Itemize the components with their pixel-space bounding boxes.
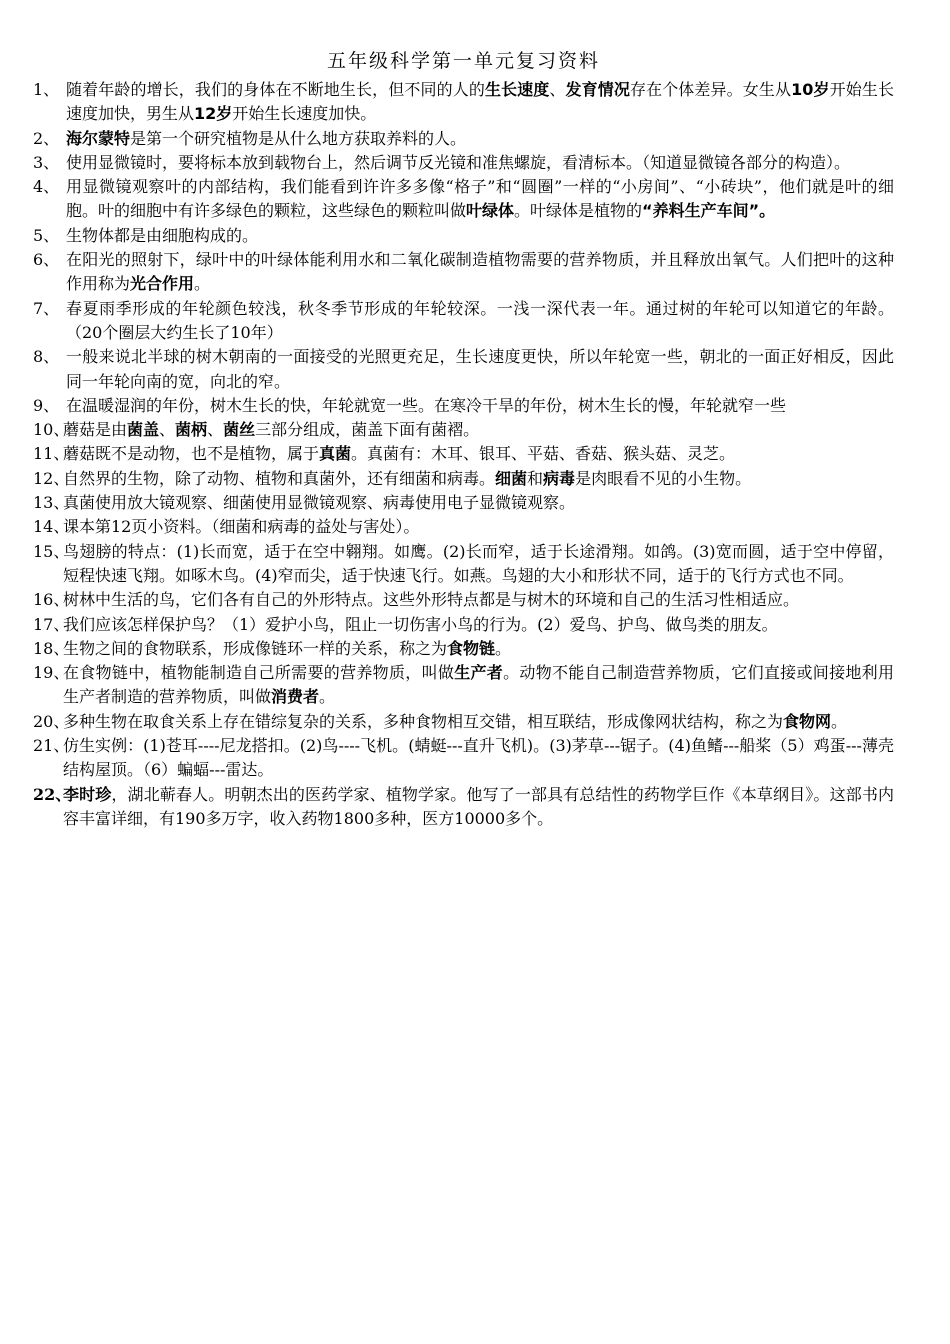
key-term: 真菌 bbox=[319, 444, 352, 464]
item-number: 2、 bbox=[33, 128, 60, 148]
key-term: 细菌 bbox=[495, 468, 528, 488]
item-number: 18、 bbox=[33, 638, 70, 658]
text-segment: 生物体都是由细胞构成的。 bbox=[66, 225, 259, 245]
item-number: 5、 bbox=[33, 225, 60, 245]
text-segment: 用显微镜观察叶的内部结构，我们能看到许许多多像“格子”和“圆圈”一样的“小房间”、“小砖块”，他们就是叶的细胞。叶的细胞中有许多绿色的颗粒，这些绿色的颗粒叫做 bbox=[66, 177, 894, 221]
key-term: 生长速度 bbox=[484, 80, 550, 99]
review-item bbox=[33, 734, 894, 783]
item-number: 14、 bbox=[33, 517, 70, 537]
review-item bbox=[33, 637, 894, 661]
review-item bbox=[33, 783, 894, 832]
item-text bbox=[63, 418, 894, 442]
item-text bbox=[66, 224, 894, 248]
item-number: 11、 bbox=[33, 444, 70, 464]
review-item bbox=[33, 224, 894, 248]
item-text bbox=[66, 297, 894, 346]
text-segment: 和 bbox=[527, 468, 544, 488]
item-number: 16、 bbox=[33, 590, 70, 610]
text-segment: 鸟翅膀的特点：(1)长而宽，适于在空中翱翔。如鹰。(2)长而窄，适于长途滑翔。如鸽。(3)宽而圆，适于空中停留，短程快速飞翔。如啄木鸟。(4)窄而尖，适于快速飞行。如燕。鸟翅的大小和形状不同，适于的飞行方式也不同。 bbox=[63, 541, 894, 585]
text-segment: 蘑菇既不是动物，也不是植物，属于 bbox=[63, 444, 320, 464]
item-number: 19、 bbox=[33, 663, 70, 683]
text-segment: 树林中生活的鸟，它们各有自己的外形特点。这些外形特点都是与树木的环境和自己的生活习性相适应。 bbox=[63, 590, 800, 610]
item-number: 12、 bbox=[33, 468, 70, 488]
text-segment: 三部分组成，菌盖下面有菌褶。 bbox=[255, 420, 480, 440]
review-item bbox=[33, 78, 894, 127]
key-term: 食物网 bbox=[783, 711, 832, 731]
text-segment: 蘑菇是由 bbox=[63, 420, 128, 440]
key-term: 菌丝 bbox=[223, 420, 256, 440]
text-segment: 。动物不能自己制造营养物质，它们直接或间接地利用生产者制造的营养物质，叫做 bbox=[63, 663, 894, 707]
text-segment: 随着年龄的增长，我们的身体在不断地生长，但不同的人的 bbox=[66, 80, 485, 99]
key-term: 食物链 bbox=[447, 638, 496, 658]
text-segment: ，湖北蕲春人。明朝杰出的医药学家、植物学家。他写了一部具有总结性的药物学巨作《本草纲目》。这部书内容丰富详细，有190多万字，收入药物1800多种，医方10000多个。 bbox=[63, 784, 894, 828]
item-text bbox=[63, 710, 894, 734]
key-term: 叶绿体 bbox=[466, 201, 515, 221]
item-number: 1、 bbox=[33, 80, 60, 99]
item-text bbox=[63, 442, 894, 466]
item-number: 21、 bbox=[33, 736, 70, 756]
review-item bbox=[33, 491, 894, 515]
item-text bbox=[63, 613, 894, 637]
text-segment: 在温暖湿润的年份，树木生长的快，年轮就宽一些。在寒冷干旱的年份，树木生长的慢，年轮就窄一些 bbox=[66, 395, 787, 415]
item-text bbox=[63, 588, 894, 612]
review-item bbox=[33, 442, 894, 466]
key-term: “养料生产车间”。 bbox=[642, 201, 776, 221]
text-segment: 开始生长速度加快。 bbox=[232, 104, 377, 124]
text-segment: 课本第12页小资料。（细菌和病毒的益处与害处）。 bbox=[63, 517, 420, 537]
item-number: 22、 bbox=[33, 784, 72, 804]
review-item bbox=[33, 418, 894, 442]
key-term: 12岁 bbox=[194, 104, 233, 124]
text-segment: 。 bbox=[495, 638, 512, 658]
item-number: 4、 bbox=[33, 177, 60, 197]
text-segment: 开始生长速度加快，男生从 bbox=[66, 80, 894, 124]
review-item bbox=[33, 394, 894, 418]
item-text bbox=[63, 783, 894, 832]
item-number: 7、 bbox=[33, 298, 60, 318]
item-number: 3、 bbox=[33, 152, 60, 172]
item-text bbox=[63, 515, 894, 539]
key-term: 病毒 bbox=[543, 468, 576, 488]
item-text bbox=[66, 175, 894, 224]
review-item bbox=[33, 345, 894, 394]
item-number: 17、 bbox=[33, 614, 70, 634]
item-text bbox=[66, 345, 894, 394]
item-number: 6、 bbox=[33, 250, 60, 270]
review-item bbox=[33, 151, 894, 175]
key-term: 李时珍 bbox=[63, 784, 112, 804]
item-number: 10、 bbox=[33, 420, 70, 440]
item-text bbox=[66, 151, 894, 175]
text-segment: 、 bbox=[207, 420, 224, 440]
review-item bbox=[33, 297, 894, 346]
item-text bbox=[66, 78, 894, 127]
item-number: 15、 bbox=[33, 541, 70, 561]
text-segment: 在阳光的照射下，绿叶中的叶绿体能利用水和二氧化碳制造植物需要的营养物质，并且释放出氧气。人们把叶的这种作用称为 bbox=[66, 250, 894, 294]
review-item bbox=[33, 661, 894, 710]
text-segment: 在食物链中，植物能制造自己所需要的营养物质，叫做 bbox=[63, 663, 455, 683]
key-term: 光合作用 bbox=[130, 274, 195, 294]
item-text bbox=[63, 661, 894, 710]
text-segment: 多种生物在取食关系上存在错综复杂的关系，多种食物相互交错，相互联结，形成像网状结构，称之为 bbox=[63, 711, 784, 731]
item-text bbox=[63, 540, 894, 589]
text-segment: 真菌使用放大镜观察、细菌使用显微镜观察、病毒使用电子显微镜观察。 bbox=[63, 493, 576, 513]
review-item bbox=[33, 467, 894, 491]
item-text bbox=[66, 127, 894, 151]
review-item bbox=[33, 540, 894, 589]
item-number: 20、 bbox=[33, 711, 70, 731]
key-term: 10岁 bbox=[791, 80, 830, 99]
text-segment: 使用显微镜时，要将标本放到载物台上，然后调节反光镜和准焦螺旋，看清标本。（知道显微镜各部分的构造）。 bbox=[66, 152, 851, 172]
text-segment: 。叶绿体是植物的 bbox=[514, 201, 643, 221]
item-text bbox=[63, 491, 894, 515]
item-text bbox=[66, 248, 894, 297]
key-term: 菌柄 bbox=[175, 420, 208, 440]
item-text bbox=[63, 637, 894, 661]
review-item bbox=[33, 175, 894, 224]
text-segment: 我们应该怎样保护鸟？（1）爱护小鸟，阻止一切伤害小鸟的行为。(2）爱鸟、护鸟、做鸟类的朋友。 bbox=[63, 614, 778, 634]
text-segment: 一般来说北半球的树木朝南的一面接受的光照更充足，生长速度更快，所以年轮宽一些，朝北的一面正好相反，因此同一年轮向南的宽，向北的窄。 bbox=[66, 347, 894, 391]
item-number: 13、 bbox=[33, 493, 70, 513]
text-segment: 存在个体差异。女生从 bbox=[629, 80, 792, 99]
text-segment: 生物之间的食物联系，形成像链环一样的关系，称之为 bbox=[63, 638, 448, 658]
text-segment: 。 bbox=[319, 687, 336, 707]
review-items-list bbox=[33, 78, 894, 831]
item-number: 9、 bbox=[33, 395, 60, 415]
text-segment: 春夏雨季形成的年轮颜色较浅，秋冬季节形成的年轮较深。一浅一深代表一年。通过树的年轮可以知道它的年龄。（20个圈层大约生长了10年） bbox=[66, 298, 894, 342]
key-term: 海尔蒙特 bbox=[66, 128, 131, 148]
review-item bbox=[33, 248, 894, 297]
item-number: 8、 bbox=[33, 347, 60, 367]
document-title: 五年级科学第一单元复习资料 bbox=[326, 50, 600, 72]
review-item bbox=[33, 127, 894, 151]
text-segment: 、 bbox=[549, 80, 566, 99]
review-item bbox=[33, 588, 894, 612]
text-segment: 。真菌有：木耳、银耳、平菇、香菇、猴头菇、灵芝。 bbox=[351, 444, 736, 464]
key-term: 发育情况 bbox=[565, 80, 630, 99]
text-segment: 是肉眼看不见的小生物。 bbox=[575, 468, 752, 488]
text-segment: 、 bbox=[159, 420, 176, 440]
review-item bbox=[33, 515, 894, 539]
review-item bbox=[33, 710, 894, 734]
text-segment: 。 bbox=[831, 711, 848, 731]
text-segment: 仿生实例：(1)苍耳----尼龙搭扣。(2)鸟----飞机。(蜻蜓---直升飞机)。(3)茅草---锯子。(4)鱼鳍---船桨（5）鸡蛋---薄壳结构屋顶。（6）蝙蝠---雷达。 bbox=[63, 736, 894, 780]
item-text bbox=[63, 734, 894, 783]
key-term: 生产者 bbox=[454, 663, 504, 683]
review-item bbox=[33, 613, 894, 637]
key-term: 菌盖 bbox=[127, 420, 160, 440]
text-segment: 自然界的生物，除了动物、植物和真菌外，还有细菌和病毒。 bbox=[63, 468, 496, 488]
key-term: 消费者 bbox=[271, 687, 320, 707]
item-text bbox=[66, 394, 894, 418]
text-segment: 是第一个研究植物是从什么地方获取养料的人。 bbox=[130, 128, 467, 148]
item-text bbox=[63, 467, 894, 491]
text-segment: 。 bbox=[194, 274, 211, 294]
